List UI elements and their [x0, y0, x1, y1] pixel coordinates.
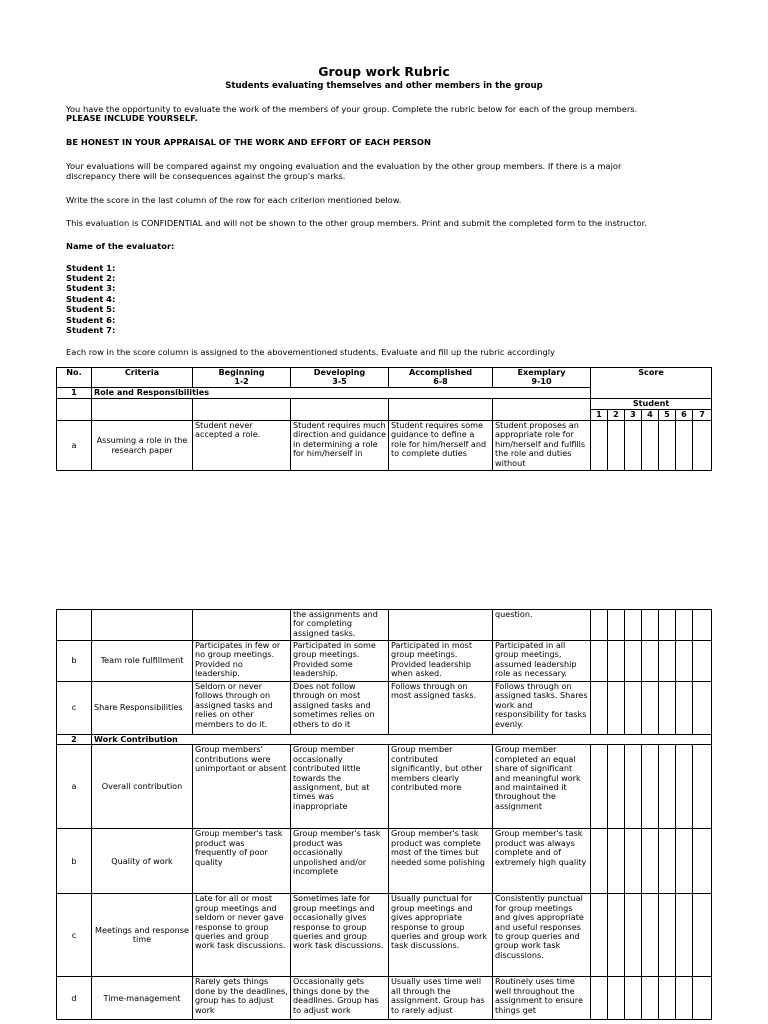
blank-cell: [389, 399, 493, 421]
score-input-cell[interactable]: [608, 421, 625, 471]
score-number: 3: [625, 410, 642, 421]
exemplary-cell: Follows through on assigned tasks. Shares work and responsibility for tasks evenly.: [493, 682, 591, 735]
score-input-cell[interactable]: [625, 745, 642, 829]
developing-cell: Occasionally gets things done by the deadlines. Group has to adjust work: [291, 977, 389, 1020]
score-input-cell[interactable]: [693, 894, 712, 977]
table-row: [57, 894, 712, 977]
blank-cell: [389, 610, 493, 641]
score-input-cell[interactable]: [591, 641, 608, 682]
student-label: Student 7:: [66, 325, 116, 335]
score-input-cell[interactable]: [591, 829, 608, 894]
section-number: 1: [57, 388, 92, 399]
score-input-cell[interactable]: [659, 745, 676, 829]
beginning-cell: Rarely gets things done by the deadlines, group has to adjust work: [193, 977, 291, 1020]
section-title: Role and Responsibilities: [92, 388, 591, 399]
developing-cell: Group member occasionally contributed little towards the assignment, but at times was inappropriate: [291, 745, 389, 829]
confidential-notice: This evaluation is CONFIDENTIAL and will not be shown to the other group members. Print and submit the completed form to the instructor.: [66, 218, 647, 228]
header-criteria: Criteria: [92, 368, 193, 388]
row-letter: d: [57, 977, 92, 1020]
score-input-cell[interactable]: [659, 641, 676, 682]
score-input-cell[interactable]: [659, 894, 676, 977]
header-beginning: Beginning 1-2: [193, 368, 291, 388]
row-letter: b: [57, 641, 92, 682]
exemplary-cell: Participated in all group meetings, assumed leadership role as necessary.: [493, 641, 591, 682]
student-label: Student 6:: [66, 315, 116, 325]
table-row: [57, 682, 712, 735]
header-no: No.: [57, 368, 92, 388]
score-input-cell[interactable]: [642, 641, 659, 682]
score-input-cell[interactable]: [608, 977, 625, 1020]
each-row-instruction: Each row in the score column is assigned to the abovementioned students. Evaluate and fill up the rubric accordingly: [66, 347, 555, 357]
blank-cell: [92, 399, 193, 421]
score-input-cell[interactable]: [659, 682, 676, 735]
row-letter: c: [57, 894, 92, 977]
score-number: 7: [693, 410, 712, 421]
score-input-cell[interactable]: [659, 421, 676, 471]
developing-cell: Does not follow through on most assigned tasks and sometimes relies on others to do it: [291, 682, 389, 735]
score-input-cell[interactable]: [608, 641, 625, 682]
criteria-cell: Quality of work: [92, 829, 193, 894]
score-input-cell[interactable]: [625, 894, 642, 977]
score-input-cell[interactable]: [591, 421, 608, 471]
row-letter: a: [57, 421, 92, 471]
score-input-cell[interactable]: [676, 829, 693, 894]
criteria-cell: Share Responsibilities: [92, 682, 193, 735]
score-input-cell[interactable]: [625, 421, 642, 471]
developing-cell: Participated in some group meetings. Provided some leadership.: [291, 641, 389, 682]
score-number: 6: [676, 410, 693, 421]
beginning-cell: Group members' contributions were unimportant or absent: [193, 745, 291, 829]
page-title: Group work Rubric: [318, 64, 450, 79]
score-input-cell[interactable]: [676, 421, 693, 471]
blank-cell: [57, 610, 92, 641]
score-input-cell[interactable]: [608, 745, 625, 829]
score-input-cell[interactable]: [693, 610, 712, 641]
beginning-cell: Student never accepted a role.: [193, 421, 291, 471]
blank-cell: [193, 610, 291, 641]
student-label: Student 3:: [66, 283, 116, 293]
score-input-cell[interactable]: [642, 610, 659, 641]
beginning-cell: Group member's task product was frequently of poor quality: [193, 829, 291, 894]
section-number: 2: [57, 735, 92, 745]
header-exemplary: Exemplary 9-10: [493, 368, 591, 388]
student-label: Student 4:: [66, 294, 116, 304]
student-label: Student 5:: [66, 304, 116, 314]
row-letter: a: [57, 745, 92, 829]
blank-cell: [291, 399, 389, 421]
accomplished-cell: Follows through on most assigned tasks.: [389, 682, 493, 735]
score-input-cell[interactable]: [642, 421, 659, 471]
score-input-cell[interactable]: [676, 745, 693, 829]
table-row: [57, 977, 712, 1020]
score-input-cell[interactable]: [625, 977, 642, 1020]
score-input-cell[interactable]: [642, 682, 659, 735]
score-number: 2: [608, 410, 625, 421]
accomplished-cell: Participated in most group meetings. Provided leadership when asked.: [389, 641, 493, 682]
score-input-cell[interactable]: [625, 610, 642, 641]
criteria-cell: Overall contribution: [92, 745, 193, 829]
table-row: [57, 610, 712, 641]
evaluator-label: Name of the evaluator:: [66, 241, 175, 251]
row-letter: b: [57, 829, 92, 894]
score-input-cell[interactable]: [693, 745, 712, 829]
score-input-cell[interactable]: [693, 682, 712, 735]
score-input-cell[interactable]: [625, 829, 642, 894]
score-input-cell[interactable]: [693, 641, 712, 682]
score-input-cell[interactable]: [676, 894, 693, 977]
exemplary-cell: Group member completed an equal share of significant and meaningful work and maintained it throughout the assignment: [493, 745, 591, 829]
intro-line-1: You have the opportunity to evaluate the work of the members of your group. Complete the rubric below for each of the group members.: [66, 104, 638, 114]
score-input-cell[interactable]: [591, 745, 608, 829]
blank-cell: [493, 399, 591, 421]
score-input-cell[interactable]: [608, 610, 625, 641]
header-accomplished: Accomplished 6-8: [389, 368, 493, 388]
exemplary-cell: Group member's task product was always complete and of extremely high quality: [493, 829, 591, 894]
header-student: Student: [591, 399, 712, 410]
score-input-cell[interactable]: [625, 682, 642, 735]
score-input-cell[interactable]: [591, 610, 608, 641]
score-input-cell[interactable]: [693, 421, 712, 471]
criteria-cell: Team role fulfillment: [92, 641, 193, 682]
score-input-cell[interactable]: [659, 610, 676, 641]
exemplary-cell: question.: [493, 610, 591, 641]
exemplary-cell: Consistently punctual for group meetings and gives appropriate and useful responses to group queries and group work task discussions.: [493, 894, 591, 977]
score-input-cell[interactable]: [676, 641, 693, 682]
score-input-cell[interactable]: [591, 682, 608, 735]
section-title: Work Contribution: [92, 735, 712, 745]
score-input-cell[interactable]: [591, 977, 608, 1020]
student-label: Student 2:: [66, 273, 116, 283]
header-developing: Developing 3-5: [291, 368, 389, 388]
table-row: [57, 829, 712, 894]
score-input-cell[interactable]: [659, 829, 676, 894]
compare-line-2: discrepancy there will be consequences against the group's marks.: [66, 171, 346, 181]
developing-cell: the assignments and for completing assigned tasks.: [291, 610, 389, 641]
score-input-cell[interactable]: [625, 641, 642, 682]
blank-cell: [92, 610, 193, 641]
accomplished-cell: Student requires some guidance to define a role for him/herself and to complete duties: [389, 421, 493, 471]
developing-cell: Sometimes late for group meetings and occasionally gives response to group queries and group work task discussions.: [291, 894, 389, 977]
rubric-table-top: [56, 367, 712, 471]
criteria-cell: Time-management: [92, 977, 193, 1020]
score-input-cell[interactable]: [608, 829, 625, 894]
score-input-cell[interactable]: [642, 745, 659, 829]
score-input-cell[interactable]: [591, 894, 608, 977]
write-score-instruction: Write the score in the last column of the row for each criterion mentioned below.: [66, 195, 402, 205]
blank-cell: [193, 399, 291, 421]
accomplished-cell: Group member contributed significantly, but other members clearly contributed more: [389, 745, 493, 829]
criteria-cell: Assuming a role in the research paper: [92, 421, 193, 471]
accomplished-cell: Group member's task product was complete most of the times but needed some polishing: [389, 829, 493, 894]
score-input-cell[interactable]: [693, 977, 712, 1020]
table-row: [57, 745, 712, 829]
rubric-table-bottom: [56, 609, 712, 1020]
exemplary-cell: Student proposes an appropriate role for him/herself and fulfills the role and duties without: [493, 421, 591, 471]
score-input-cell[interactable]: [659, 977, 676, 1020]
exemplary-cell: Routinely uses time well throughout the assignment to ensure things get: [493, 977, 591, 1020]
beginning-cell: Late for all or most group meetings and seldom or never gave response to group queries and group work task discussions.: [193, 894, 291, 977]
score-input-cell[interactable]: [676, 977, 693, 1020]
beginning-cell: Seldom or never follows through on assigned tasks and relies on other members to do it.: [193, 682, 291, 735]
score-input-cell[interactable]: [642, 977, 659, 1020]
intro-line-2: PLEASE INCLUDE YOURSELF.: [66, 113, 198, 123]
student-label: Student 1:: [66, 263, 116, 273]
score-input-cell[interactable]: [642, 894, 659, 977]
developing-cell: Student requires much direction and guidance in determining a role for him/herself in: [291, 421, 389, 471]
score-input-cell[interactable]: [676, 610, 693, 641]
beginning-cell: Participates in few or no group meetings. Provided no leadership.: [193, 641, 291, 682]
table-row: [57, 421, 712, 471]
score-number: 4: [642, 410, 659, 421]
table-row: [57, 641, 712, 682]
score-number: 5: [659, 410, 676, 421]
score-input-cell[interactable]: [642, 829, 659, 894]
developing-cell: Group member's task product was occasionally unpolished and/or incomplete: [291, 829, 389, 894]
score-input-cell[interactable]: [693, 829, 712, 894]
row-letter: c: [57, 682, 92, 735]
accomplished-cell: Usually punctual for group meetings and gives appropriate response to group queries and group work task discussions.: [389, 894, 493, 977]
score-input-cell[interactable]: [676, 682, 693, 735]
accomplished-cell: Usually uses time well all through the assignment. Group has to rarely adjust: [389, 977, 493, 1020]
blank-cell: [57, 399, 92, 421]
criteria-cell: Meetings and response time: [92, 894, 193, 977]
score-input-cell[interactable]: [608, 682, 625, 735]
header-score: Score: [591, 368, 712, 399]
compare-line-1: Your evaluations will be compared against my ongoing evaluation and the evaluation by the other group members. If there is a major: [66, 161, 622, 171]
honest-notice: BE HONEST IN YOUR APPRAISAL OF THE WORK AND EFFORT OF EACH PERSON: [66, 137, 431, 147]
score-input-cell[interactable]: [608, 894, 625, 977]
score-number: 1: [591, 410, 608, 421]
page-subtitle: Students evaluating themselves and other members in the group: [225, 81, 543, 91]
